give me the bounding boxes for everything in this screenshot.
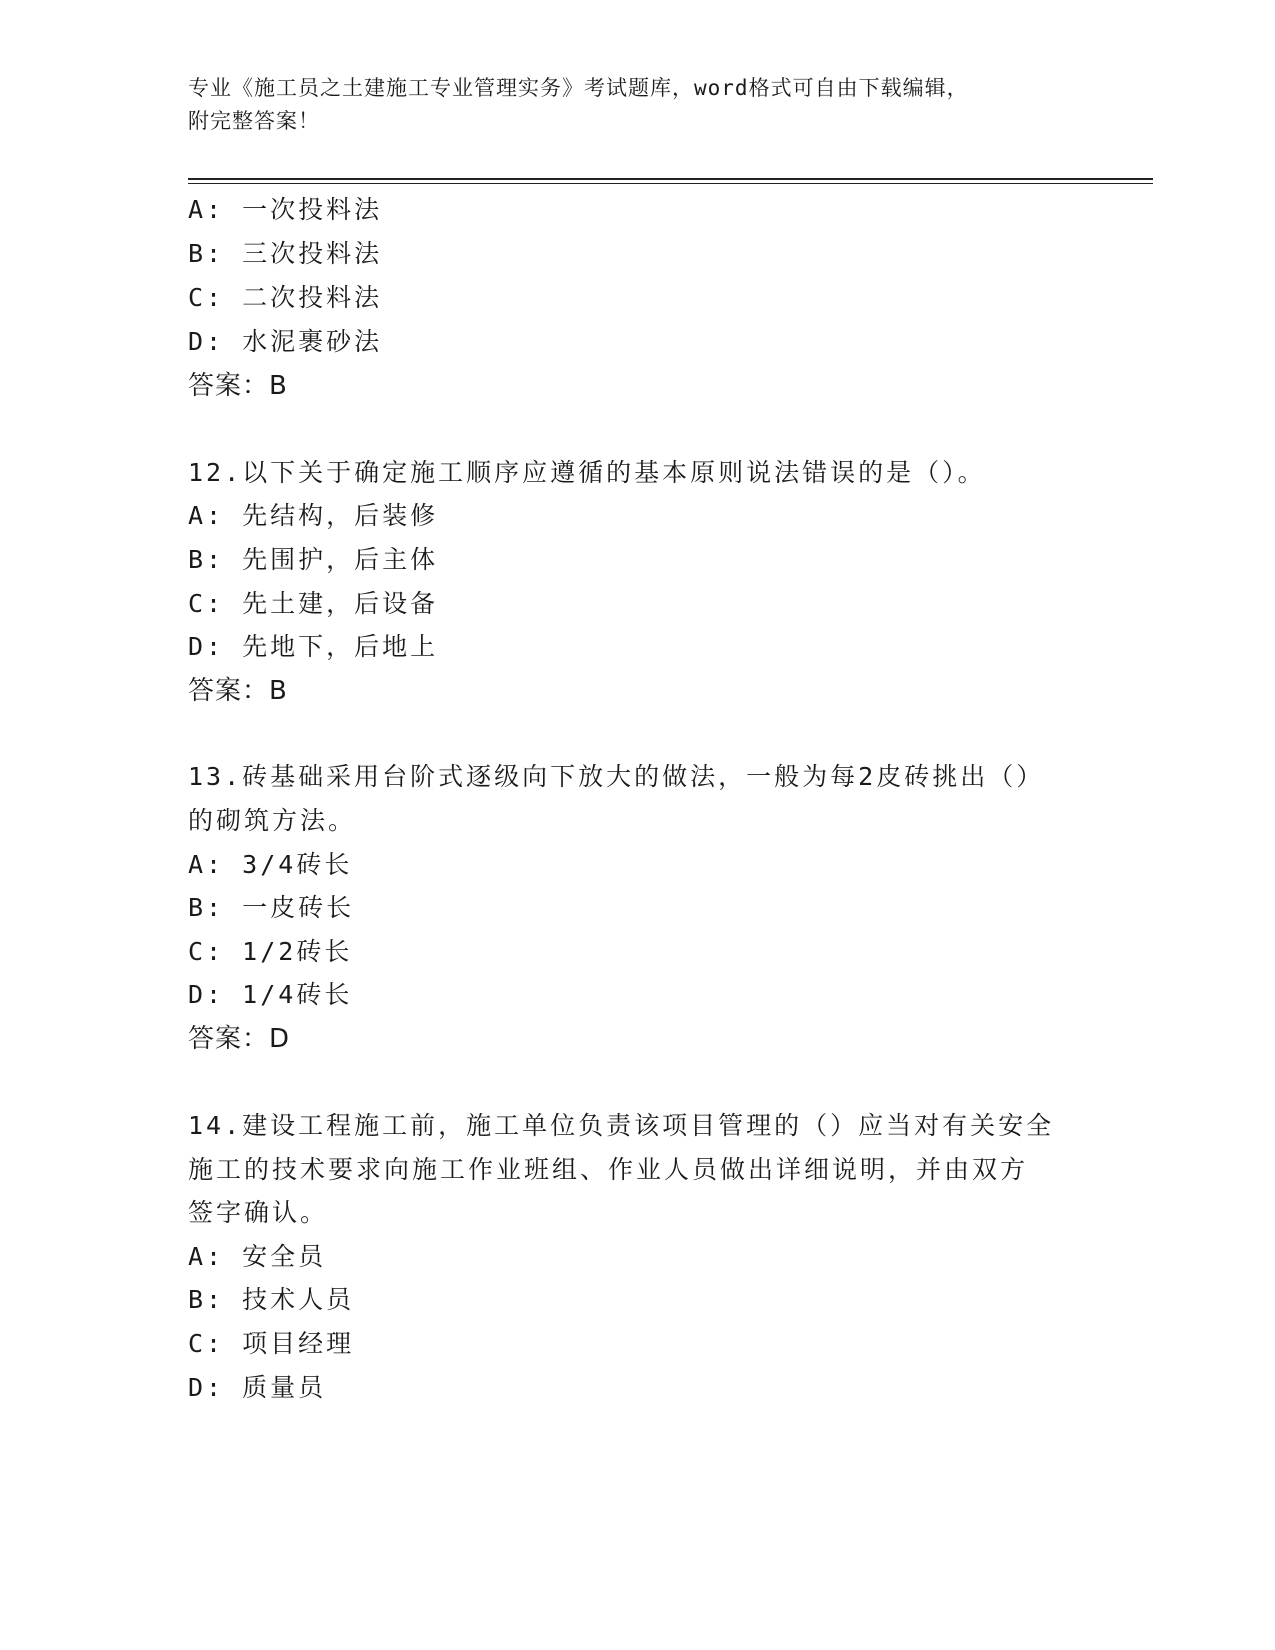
option-d: D: 1/4砖长 [188, 980, 353, 1009]
option-c: C: 1/2砖长 [188, 937, 353, 966]
answer: 答案：B [188, 676, 288, 706]
answer: 答案：D [188, 1024, 291, 1054]
option-b: B: 技术人员 [188, 1285, 355, 1314]
question-stem: 14.建设工程施工前，施工单位负责该项目管理的（）应当对有关安全 [188, 1111, 1055, 1140]
question-stem: 12.以下关于确定施工顺序应遵循的基本原则说法错误的是（）。 [188, 458, 986, 487]
document-header [188, 72, 1068, 138]
option-c: C: 项目经理 [188, 1329, 355, 1358]
option-b: B: 一皮砖长 [188, 893, 355, 922]
question-stem: 13.砖基础采用台阶式逐级向下放大的做法，一般为每2皮砖挑出（） [188, 762, 1045, 791]
option-b: B: 先围护，后主体 [188, 545, 439, 574]
answer: 答案：B [188, 371, 288, 401]
option-a: A: 3/4砖长 [188, 850, 353, 879]
option-d: D: 质量员 [188, 1373, 327, 1402]
header-divider [188, 178, 1153, 184]
option-a: A: 安全员 [188, 1242, 327, 1271]
option-c: C: 二次投料法 [188, 283, 383, 312]
option-d: D: 先地下，后地上 [188, 632, 439, 661]
question-stem-continued: 签字确认。 [188, 1198, 329, 1227]
option-d: D: 水泥裹砂法 [188, 327, 383, 356]
option-c: C: 先土建，后设备 [188, 589, 439, 618]
option-a: A: 一次投料法 [188, 195, 383, 224]
header-line-2: 附完整答案！ [188, 109, 320, 133]
option-b: B: 三次投料法 [188, 239, 383, 268]
question-stem-continued: 的砌筑方法。 [188, 806, 357, 835]
header-line-1: 专业《施工员之土建施工专业管理实务》考试题库，word格式可自由下载编辑， [188, 76, 969, 100]
option-a: A: 先结构，后装修 [188, 501, 439, 530]
question-stem-continued: 施工的技术要求向施工作业班组、作业人员做出详细说明，并由双方 [188, 1155, 1029, 1184]
